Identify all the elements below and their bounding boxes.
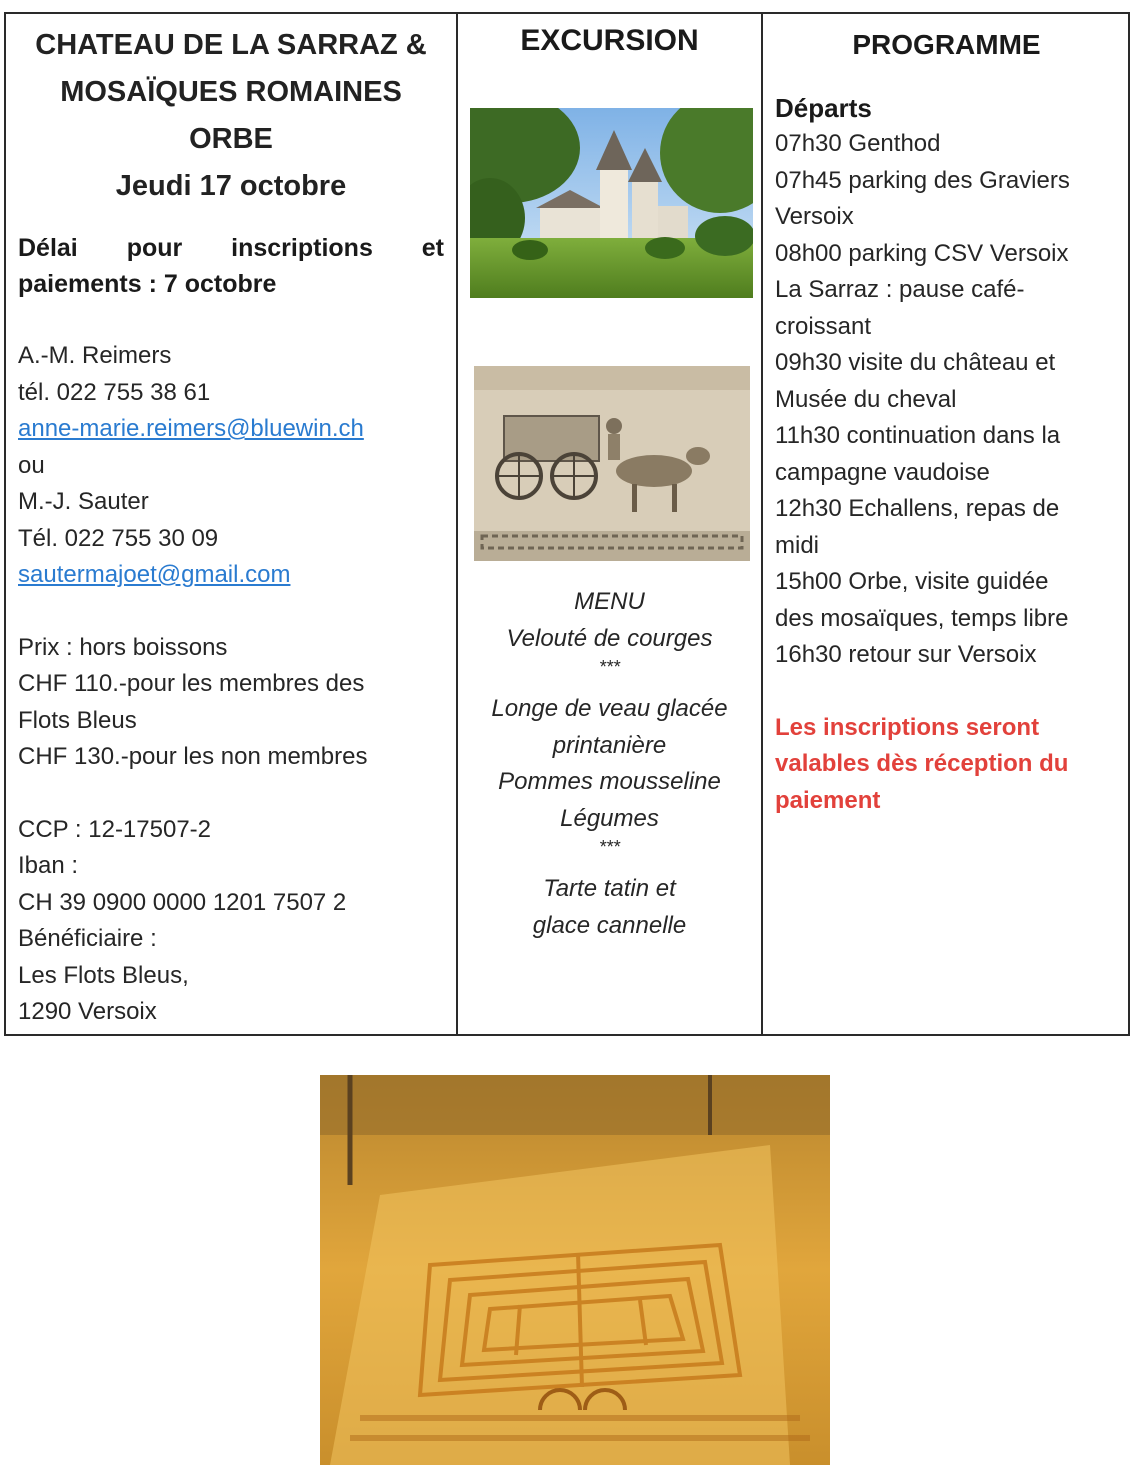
schedule-line: 16h30 retour sur Versoix <box>775 641 1037 668</box>
departures-heading: Départs <box>775 93 872 123</box>
deadline-word: pour <box>126 234 183 262</box>
schedule-line: midi <box>775 531 820 559</box>
excursion-column <box>458 14 763 1034</box>
price-line: CHF 110.-pour les membres des <box>18 670 365 697</box>
menu-line: Tarte tatin et <box>543 875 676 902</box>
schedule-line: La Sarraz : pause café- <box>775 276 1025 303</box>
menu-line: printanière <box>552 731 667 759</box>
schedule-line: 09h30 visite du château et <box>775 349 1056 376</box>
schedule-line: 12h30 Echallens, repas de <box>775 495 1060 522</box>
deadline-word: Délai <box>18 234 78 262</box>
schedule-line: 08h00 parking CSV Versoix <box>775 239 1069 267</box>
contact-name: M.-J. Sauter <box>18 488 149 515</box>
schedule <box>775 126 1118 674</box>
payment-line: Iban : <box>18 852 79 879</box>
menu-title: MENU <box>574 588 645 615</box>
castle-photo <box>470 108 753 298</box>
cart-mosaic-photo <box>474 366 750 561</box>
schedule-line: 07h30 Genthod <box>775 130 941 157</box>
deadline-line: paiements : 7 octobre <box>18 270 277 298</box>
menu-line: Légumes <box>560 804 659 832</box>
or-text: ou <box>18 451 45 479</box>
contacts <box>18 338 444 1031</box>
price-line: Prix : hors boissons <box>18 633 228 661</box>
programme-column <box>763 14 1128 1034</box>
menu-line: Longe de veau glacée <box>491 695 728 722</box>
registration-notice <box>775 710 1118 820</box>
payment-line: 1290 Versoix <box>18 998 157 1025</box>
contact-name: A.-M. Reimers <box>18 342 172 369</box>
notice-line: valables dès réception du <box>775 750 1069 777</box>
price-line: CHF 130.-pour les non membres <box>18 743 368 770</box>
menu-line: glace cannelle <box>532 911 687 939</box>
schedule-line: 11h30 continuation dans la <box>775 422 1061 449</box>
details-column <box>6 14 458 1034</box>
registration-deadline <box>18 230 444 302</box>
schedule-line: croissant <box>775 312 872 340</box>
labyrinth-mosaic-photo <box>320 1075 830 1465</box>
schedule-line: Versoix <box>775 203 854 230</box>
payment-line: CCP : 12-17507-2 <box>18 815 212 843</box>
schedule-line: 15h00 Orbe, visite guidée <box>775 568 1049 595</box>
schedule-line: campagne vaudoise <box>775 458 990 486</box>
title-line: MOSAÏQUES ROMAINES <box>60 76 402 108</box>
contact-email-link[interactable]: anne-marie.reimers@bluewin.ch <box>18 415 364 442</box>
event-title <box>18 22 444 210</box>
contact-phone: Tél. 022 755 30 09 <box>18 524 219 552</box>
contact-email-link[interactable]: sautermajoet@gmail.com <box>18 561 291 588</box>
title-line: ORBE <box>189 123 273 155</box>
info-table <box>4 12 1130 1036</box>
menu-separator: *** <box>598 837 620 857</box>
title-line: CHATEAU DE LA SARRAZ & <box>35 29 427 61</box>
payment-line: Bénéficiaire : <box>18 925 157 952</box>
schedule-line: des mosaïques, temps libre <box>775 604 1069 632</box>
menu <box>458 584 761 944</box>
schedule-line: 07h45 parking des Graviers <box>775 166 1070 194</box>
menu-line: Pommes mousseline <box>498 768 721 795</box>
deadline-word: et <box>421 234 444 262</box>
event-date: Jeudi 17 octobre <box>115 170 347 202</box>
notice-line: paiement <box>775 786 881 814</box>
contact-phone: tél. 022 755 38 61 <box>18 378 211 406</box>
schedule-line: Musée du cheval <box>775 385 957 413</box>
payment-line: CH 39 0900 0000 1201 7507 2 <box>18 888 347 916</box>
price-line: Flots Bleus <box>18 706 137 734</box>
deadline-word: inscriptions <box>231 234 373 262</box>
payment-line: Les Flots Bleus, <box>18 961 189 989</box>
menu-line: Velouté de courges <box>506 624 713 652</box>
excursion-title: EXCURSION <box>520 24 699 57</box>
menu-separator: *** <box>598 657 620 677</box>
programme-title: PROGRAMME <box>852 29 1041 60</box>
notice-line: Les inscriptions seront <box>775 713 1040 741</box>
